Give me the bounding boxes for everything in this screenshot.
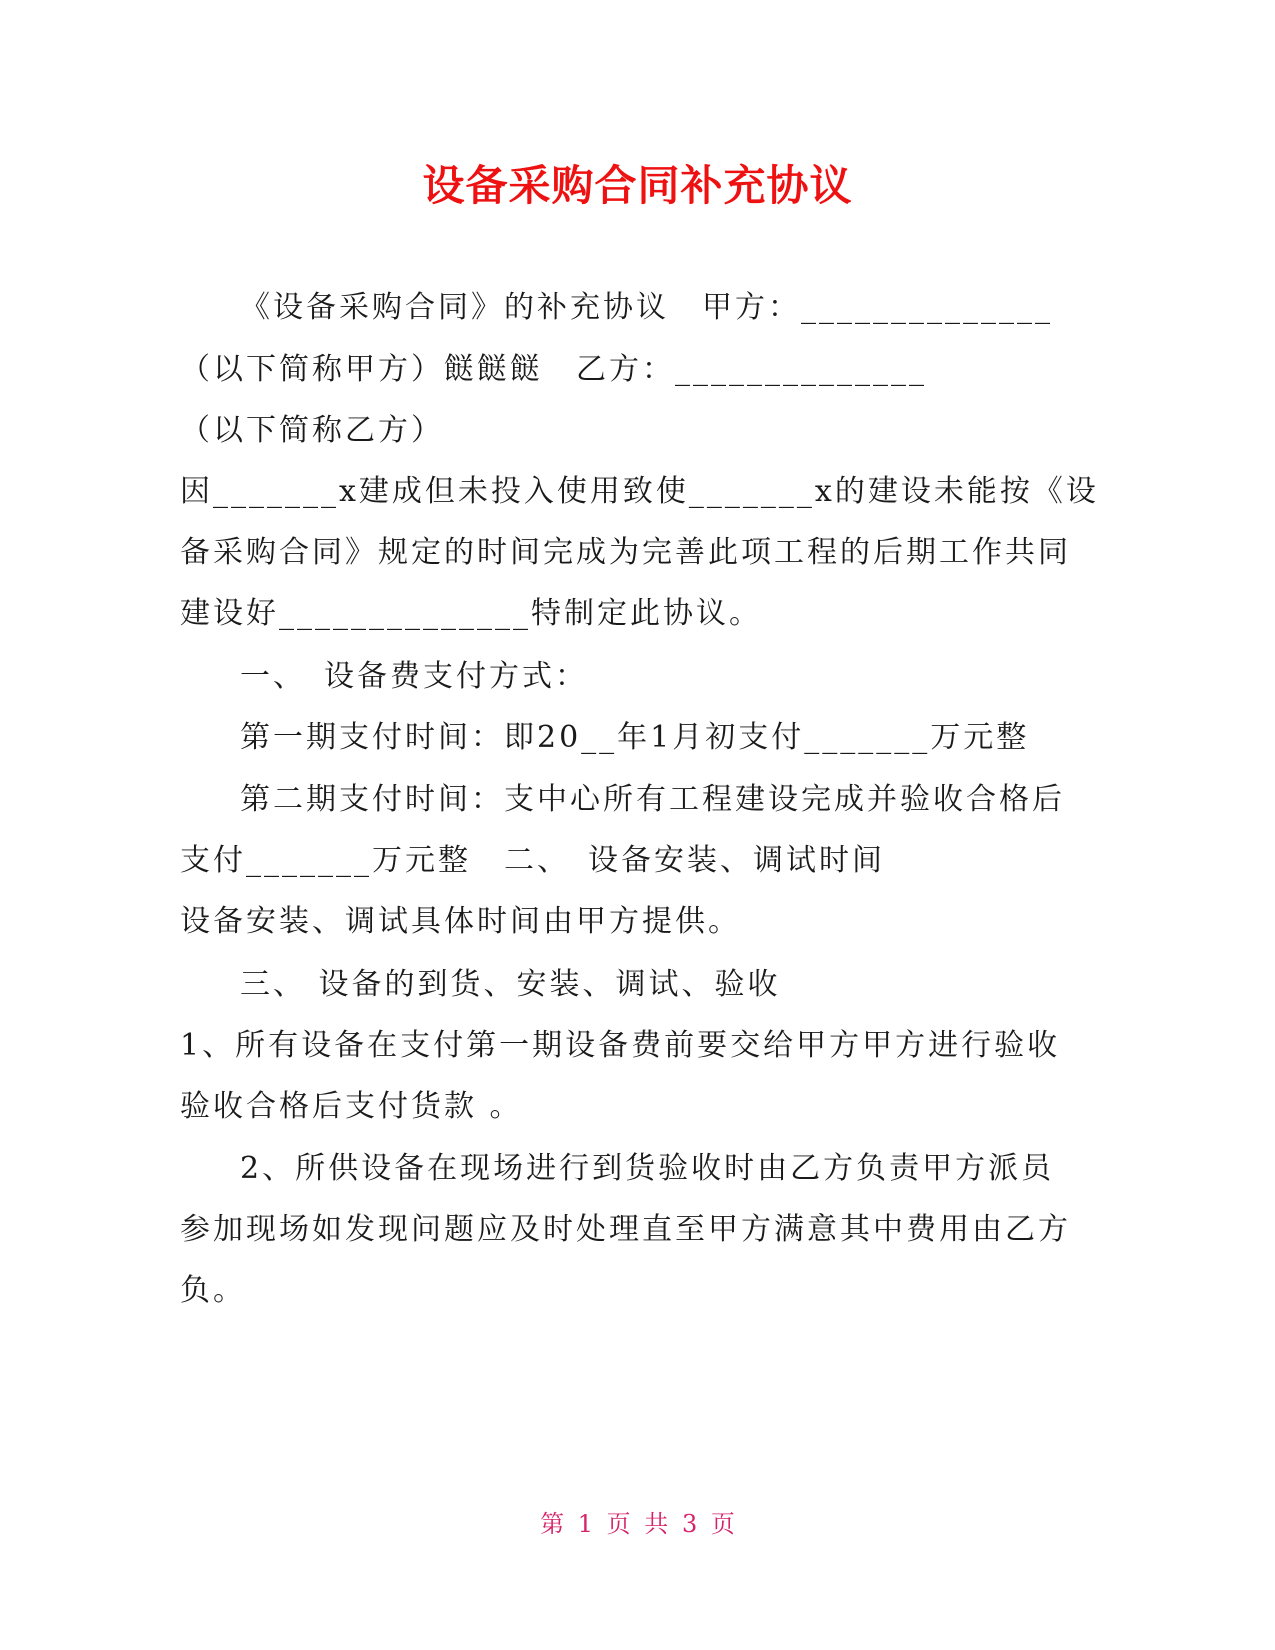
paragraph-line: 设备安装、调试具体时间由甲方提供。 bbox=[180, 904, 741, 939]
paragraph-line: 支付_______万元整 二、 设备安装、调试时间 bbox=[180, 843, 885, 878]
paragraph-line: 参加现场如发现问题应及时处理直至甲方满意其中费用由乙方 bbox=[180, 1212, 1071, 1247]
paragraph-line: （以下简称甲方）餸餸餸 乙方：______________ bbox=[180, 352, 927, 387]
section-heading: 一、 设备费支付方式： bbox=[240, 659, 588, 694]
paragraph-line: 第二期支付时间：支中心所有工程建设完成并验收合格后 bbox=[240, 782, 1065, 817]
paragraph-line: 备采购合同》规定的时间完成为完善此项工程的后期工作共同 bbox=[180, 535, 1071, 570]
paragraph-line: 2、所供设备在现场进行到货验收时由乙方负责甲方派员 bbox=[240, 1151, 1055, 1186]
paragraph-line: 负。 bbox=[180, 1273, 246, 1308]
paragraph-line: 因_______x建成但未投入使用致使_______x的建设未能按《设 bbox=[180, 474, 1099, 509]
paragraph-line: 第一期支付时间：即20__年1月初支付_______万元整 bbox=[240, 720, 1030, 755]
paragraph-line: 建设好______________特制定此协议。 bbox=[180, 596, 762, 631]
paragraph-line: 验收合格后支付货款 。 bbox=[180, 1089, 523, 1124]
document-title: 设备采购合同补充协议 bbox=[422, 161, 853, 210]
paragraph-line: （以下简称乙方） bbox=[180, 413, 444, 448]
paragraph-line: 1、所有设备在支付第一期设备费前要交给甲方甲方进行验收 bbox=[180, 1028, 1061, 1063]
paragraph-line: 《设备采购合同》的补充协议 甲方：______________ bbox=[240, 290, 1053, 325]
section-heading: 三、 设备的到货、安装、调试、验收 bbox=[240, 967, 781, 1002]
page-footer: 第 1 页 共 3 页 bbox=[540, 1510, 735, 1538]
